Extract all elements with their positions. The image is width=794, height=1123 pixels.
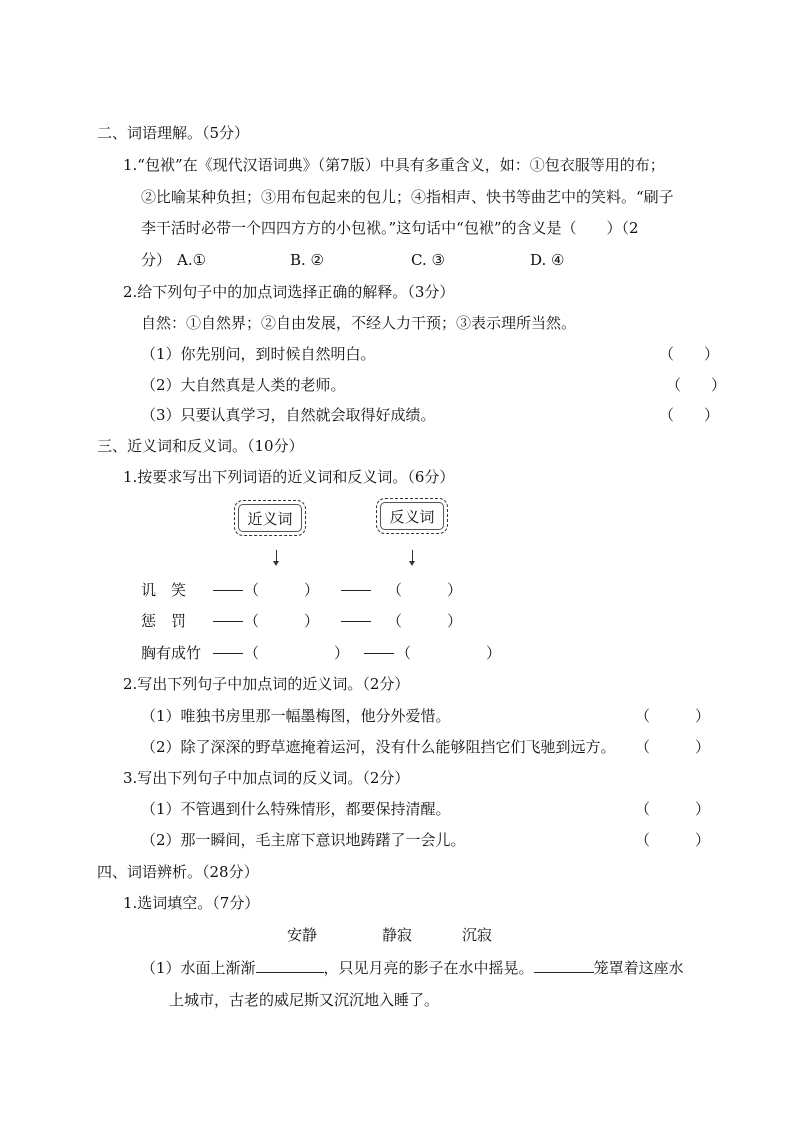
antonym-blank-2[interactable]: （ ） — [387, 612, 463, 630]
dash — [213, 590, 243, 591]
dash — [213, 621, 243, 622]
down-arrow-icon — [276, 550, 277, 562]
down-arrow-icon — [412, 550, 413, 562]
q2-1-line1: 1.“包袱”在《现代汉语词典》（第7版）中具有多重含义，如：①包衣服等用的布； — [123, 156, 665, 174]
q2-2-item-2: （2）大自然真是人类的老师。 — [141, 376, 346, 394]
antonym-blank-3[interactable]: （ ） — [396, 644, 502, 662]
option-a: A.① — [177, 251, 207, 269]
synonym-label: 近义词 — [247, 509, 293, 528]
answer-paren[interactable]: （ ） — [666, 376, 727, 394]
q3-3-title: 3.写出下列句子中加点词的反义词。（2分） — [123, 769, 410, 787]
q4-1-item-1-line2: 上城市，古老的威尼斯又沉沉地入睡了。 — [169, 991, 440, 1009]
section-2-title: 二、词语理解。（5分） — [97, 124, 250, 142]
choice-word-2: 静寂 — [382, 926, 413, 944]
answer-paren[interactable]: （ ） — [659, 406, 720, 424]
q3-2-item-2: （2）除了深深的野草遮掩着运河，没有什么能够阻挡它们飞驰到远方。 — [141, 738, 616, 756]
q2-2-item-1: （1）你先别问，到时候自然明白。 — [141, 345, 376, 363]
section-4-title: 四、词语辨析。（28分） — [97, 863, 259, 881]
q2-2-item-3: （3）只要认真学习，自然就会取得好成绩。 — [141, 406, 436, 424]
q2-1-line3: 李干活时必带一个四四方方的小包袱。”这句话中“包袱”的含义是（ ）（2 — [141, 219, 639, 237]
answer-paren[interactable]: （ ） — [659, 345, 720, 363]
q4-1-item-1-part-c: 笼罩着这座水 — [593, 959, 684, 977]
synonym-blank-2[interactable]: （ ） — [244, 612, 320, 630]
q2-2-meanings: 自然：①自然界；②自由发展，不经人力干预；③表示理所当然。 — [141, 314, 577, 332]
fill-blank-2[interactable] — [534, 958, 594, 973]
dash — [364, 653, 394, 654]
answer-paren[interactable]: （ ） — [635, 800, 711, 818]
antonym-blank-1[interactable]: （ ） — [387, 581, 463, 599]
antonym-box — [376, 498, 448, 534]
q2-1-line4-prefix: 分） — [141, 251, 172, 269]
q4-1-item-1-line1 — [141, 958, 684, 978]
synonym-box — [234, 500, 306, 536]
q3-2-item-1: （1）唯独书房里那一幅墨梅图，他分外爱惜。 — [141, 707, 451, 725]
dash — [213, 653, 243, 654]
q4-1-item-1-part-b: ，只见月亮的影子在水中摇晃。 — [323, 959, 534, 977]
option-d: D. ④ — [530, 251, 565, 269]
synonym-blank-3[interactable]: （ ） — [244, 644, 350, 662]
word-3: 胸有成竹 — [141, 644, 202, 662]
q2-2-title: 2.给下列句子中的加点词选择正确的解释。（3分） — [123, 283, 455, 301]
choice-word-3: 沉寂 — [462, 926, 493, 944]
word-2: 惩 罚 — [141, 612, 187, 630]
q3-2-title: 2.写出下列句子中加点词的近义词。（2分） — [123, 675, 410, 693]
option-b: B. ② — [290, 251, 325, 269]
q4-1-item-1-part-a: （1）水面上渐渐 — [141, 959, 256, 977]
fill-blank-1[interactable] — [256, 958, 324, 973]
word-1: 讥 笑 — [141, 581, 187, 599]
antonym-label: 反义词 — [389, 507, 435, 526]
q2-1-line2: ②比喻某种负担；③用布包起来的包儿；④指相声、快书等曲艺中的笑料。“刷子 — [141, 188, 674, 206]
dash — [341, 621, 371, 622]
answer-paren[interactable]: （ ） — [635, 738, 711, 756]
answer-paren[interactable]: （ ） — [635, 831, 711, 849]
option-c: C. ③ — [411, 251, 445, 269]
dash — [341, 590, 371, 591]
answer-paren[interactable]: （ ） — [635, 707, 711, 725]
section-3-title: 三、近义词和反义词。（10分） — [97, 437, 304, 455]
q3-3-item-1: （1）不管遇到什么特殊情形，都要保持清醒。 — [141, 800, 451, 818]
q3-3-item-2: （2）那一瞬间，毛主席下意识地踌躇了一会儿。 — [141, 831, 466, 849]
q4-1-title: 1.选词填空。（7分） — [123, 894, 260, 912]
q3-1-title: 1.按要求写出下列词语的近义词和反义词。（6分） — [123, 468, 455, 486]
synonym-blank-1[interactable]: （ ） — [244, 581, 320, 599]
choice-word-1: 安静 — [287, 926, 318, 944]
